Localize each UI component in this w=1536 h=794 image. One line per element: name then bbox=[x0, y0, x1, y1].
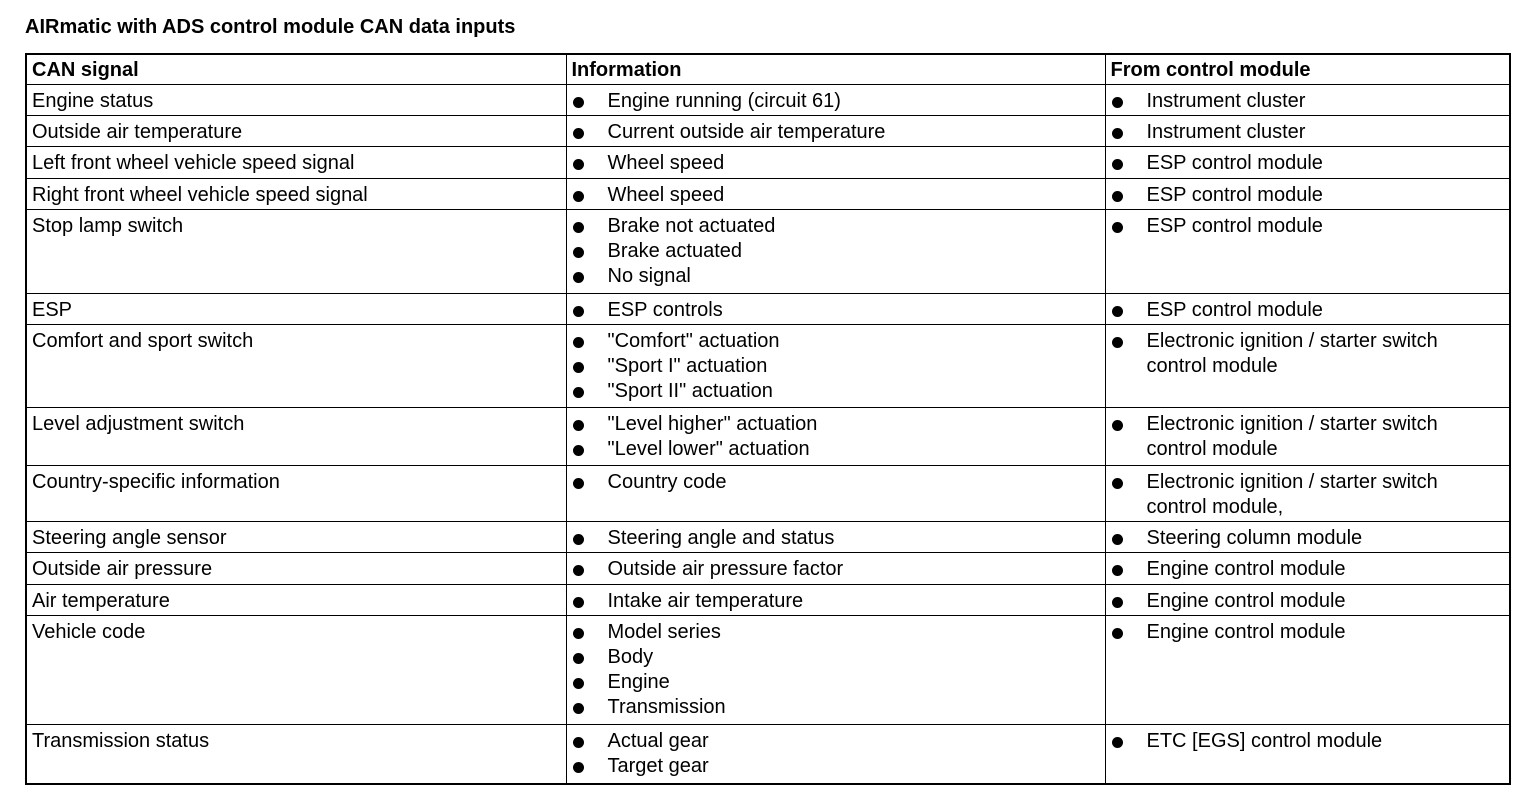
bullet-list bbox=[572, 151, 1105, 176]
can-signal-cell: Stop lamp switch bbox=[26, 210, 566, 294]
bullet-text: ETC [EGS] control module bbox=[1146, 730, 1383, 752]
table-row bbox=[26, 147, 1510, 179]
bullet-list bbox=[1111, 298, 1510, 323]
bullet-text: Transmission bbox=[607, 696, 726, 718]
table-row bbox=[26, 585, 1510, 616]
bullet-list bbox=[1111, 214, 1510, 239]
bullet-text: Body bbox=[607, 646, 654, 668]
bullet-text: Engine running (circuit 61) bbox=[607, 90, 841, 112]
bullet-icon bbox=[573, 565, 584, 576]
bullet-item bbox=[1111, 183, 1510, 208]
from-module-cell bbox=[1105, 725, 1510, 784]
bullet-list bbox=[572, 214, 1105, 289]
from-module-cell bbox=[1105, 85, 1510, 116]
header-row bbox=[26, 54, 1510, 85]
bullet-item bbox=[572, 151, 1105, 176]
bullet-text: Wheel speed bbox=[607, 152, 725, 174]
bullet-text: Engine control module bbox=[1146, 590, 1346, 612]
bullet-text: No signal bbox=[607, 265, 691, 287]
bullet-list bbox=[1111, 329, 1510, 379]
bullet-list bbox=[1111, 151, 1510, 176]
bullet-icon bbox=[1112, 159, 1123, 170]
bullet-item bbox=[572, 329, 1105, 354]
bullet-icon bbox=[573, 128, 584, 139]
bullet-item bbox=[1111, 589, 1510, 614]
can-signal-cell: Transmission status bbox=[26, 725, 566, 784]
bullet-icon bbox=[1112, 628, 1123, 639]
bullet-text: Engine control module bbox=[1146, 621, 1346, 643]
bullet-list bbox=[1111, 412, 1510, 462]
can-signal-cell: Vehicle code bbox=[26, 616, 566, 725]
from-module-cell bbox=[1105, 294, 1510, 325]
from-module-cell bbox=[1105, 585, 1510, 616]
bullet-item bbox=[572, 183, 1105, 208]
from-module-cell bbox=[1105, 116, 1510, 147]
from-module-cell bbox=[1105, 522, 1510, 553]
bullet-item bbox=[1111, 470, 1510, 520]
bullet-text: Steering angle and status bbox=[607, 527, 835, 549]
bullet-item bbox=[572, 754, 1105, 779]
table-row bbox=[26, 466, 1510, 522]
bullet-text: "Sport I" actuation bbox=[607, 355, 768, 377]
bullet-text: Brake not actuated bbox=[607, 215, 776, 237]
bullet-text: Electronic ignition / starter switch control module bbox=[1146, 413, 1438, 460]
bullet-item bbox=[572, 620, 1105, 645]
from-module-cell bbox=[1105, 553, 1510, 585]
can-signal-cell: Level adjustment switch bbox=[26, 408, 566, 466]
information-cell bbox=[566, 522, 1105, 553]
from-module-cell bbox=[1105, 466, 1510, 522]
bullet-item bbox=[572, 298, 1105, 323]
bullet-icon bbox=[573, 191, 584, 202]
bullet-text: ESP control module bbox=[1146, 299, 1323, 321]
bullet-item bbox=[572, 470, 1105, 495]
bullet-list bbox=[1111, 89, 1510, 114]
bullet-list bbox=[1111, 120, 1510, 145]
bullet-text: Brake actuated bbox=[607, 240, 743, 262]
table-body bbox=[26, 85, 1510, 784]
document-title: AIRmatic with ADS control module CAN data inputs bbox=[25, 16, 516, 38]
bullet-icon bbox=[573, 97, 584, 108]
bullet-item bbox=[572, 589, 1105, 614]
bullet-item bbox=[1111, 526, 1510, 551]
bullet-item bbox=[572, 354, 1105, 379]
bullet-icon bbox=[573, 703, 584, 714]
bullet-icon bbox=[573, 737, 584, 748]
can-signal-cell: Outside air pressure bbox=[26, 553, 566, 585]
bullet-item bbox=[1111, 620, 1510, 645]
information-cell bbox=[566, 408, 1105, 466]
bullet-text: Electronic ignition / starter switch control module, bbox=[1146, 471, 1438, 518]
bullet-text: Actual gear bbox=[607, 730, 709, 752]
bullet-icon bbox=[573, 762, 584, 773]
bullet-text: Model series bbox=[607, 621, 721, 643]
bullet-list bbox=[1111, 620, 1510, 645]
bullet-list bbox=[572, 412, 1105, 462]
can-signal-cell: Air temperature bbox=[26, 585, 566, 616]
can-signal-cell: Steering angle sensor bbox=[26, 522, 566, 553]
bullet-item bbox=[572, 670, 1105, 695]
bullet-item bbox=[1111, 729, 1510, 754]
bullet-list bbox=[572, 589, 1105, 614]
table-row bbox=[26, 408, 1510, 466]
bullet-icon bbox=[573, 534, 584, 545]
bullet-item bbox=[1111, 214, 1510, 239]
bullet-list bbox=[572, 620, 1105, 720]
information-cell bbox=[566, 294, 1105, 325]
bullet-icon bbox=[1112, 337, 1123, 348]
information-cell bbox=[566, 616, 1105, 725]
information-cell bbox=[566, 147, 1105, 179]
bullet-icon bbox=[573, 222, 584, 233]
column-header-information: Information bbox=[566, 54, 1105, 85]
bullet-list bbox=[572, 183, 1105, 208]
table-row bbox=[26, 85, 1510, 116]
bullet-icon bbox=[573, 653, 584, 664]
bullet-list bbox=[572, 557, 1105, 582]
information-cell bbox=[566, 466, 1105, 522]
bullet-icon bbox=[573, 420, 584, 431]
column-header-can-signal: CAN signal bbox=[26, 54, 566, 85]
bullet-item bbox=[572, 729, 1105, 754]
information-cell bbox=[566, 553, 1105, 585]
table-row bbox=[26, 522, 1510, 553]
bullet-text: Engine bbox=[607, 671, 670, 693]
bullet-icon bbox=[573, 159, 584, 170]
bullet-item bbox=[1111, 412, 1510, 462]
bullet-text: "Comfort" actuation bbox=[607, 330, 780, 352]
bullet-list bbox=[572, 329, 1105, 404]
can-signal-cell: Engine status bbox=[26, 85, 566, 116]
bullet-item bbox=[572, 89, 1105, 114]
bullet-icon bbox=[573, 362, 584, 373]
bullet-item bbox=[1111, 557, 1510, 582]
can-signal-cell: Country-specific information bbox=[26, 466, 566, 522]
bullet-icon bbox=[573, 445, 584, 456]
information-cell bbox=[566, 116, 1105, 147]
bullet-text: Instrument cluster bbox=[1146, 121, 1306, 143]
can-signal-cell: Comfort and sport switch bbox=[26, 325, 566, 408]
bullet-list bbox=[1111, 589, 1510, 614]
bullet-icon bbox=[573, 387, 584, 398]
bullet-icon bbox=[573, 628, 584, 639]
information-cell bbox=[566, 725, 1105, 784]
bullet-item bbox=[572, 695, 1105, 720]
bullet-item bbox=[572, 214, 1105, 239]
information-cell bbox=[566, 585, 1105, 616]
from-module-cell bbox=[1105, 147, 1510, 179]
table-header bbox=[26, 54, 1510, 85]
information-cell bbox=[566, 210, 1105, 294]
bullet-list bbox=[572, 470, 1105, 495]
bullet-text: ESP control module bbox=[1146, 215, 1323, 237]
bullet-text: Electronic ignition / starter switch control module bbox=[1146, 330, 1438, 377]
table-row bbox=[26, 616, 1510, 725]
bullet-text: Steering column module bbox=[1146, 527, 1363, 549]
from-module-cell bbox=[1105, 179, 1510, 210]
bullet-list bbox=[572, 89, 1105, 114]
bullet-text: Current outside air temperature bbox=[607, 121, 886, 143]
table-row bbox=[26, 179, 1510, 210]
bullet-icon bbox=[573, 337, 584, 348]
bullet-icon bbox=[573, 306, 584, 317]
can-signal-cell: ESP bbox=[26, 294, 566, 325]
table-row bbox=[26, 553, 1510, 585]
bullet-list bbox=[572, 298, 1105, 323]
bullet-text: ESP controls bbox=[607, 299, 723, 321]
bullet-item bbox=[1111, 89, 1510, 114]
bullet-icon bbox=[573, 678, 584, 689]
bullet-item bbox=[572, 239, 1105, 264]
bullet-icon bbox=[1112, 597, 1123, 608]
bullet-icon bbox=[1112, 478, 1123, 489]
column-header-from-control-module: From control module bbox=[1105, 54, 1510, 85]
bullet-list bbox=[1111, 470, 1510, 520]
bullet-icon bbox=[1112, 306, 1123, 317]
bullet-text: Wheel speed bbox=[607, 184, 725, 206]
bullet-icon bbox=[1112, 420, 1123, 431]
bullet-icon bbox=[573, 478, 584, 489]
bullet-icon bbox=[1112, 191, 1123, 202]
bullet-item bbox=[572, 526, 1105, 551]
bullet-text: Outside air pressure factor bbox=[607, 558, 844, 580]
bullet-icon bbox=[573, 597, 584, 608]
bullet-text: Target gear bbox=[607, 755, 709, 777]
information-cell bbox=[566, 179, 1105, 210]
bullet-list bbox=[1111, 526, 1510, 551]
can-signal-cell: Left front wheel vehicle speed signal bbox=[26, 147, 566, 179]
from-module-cell bbox=[1105, 408, 1510, 466]
information-cell bbox=[566, 85, 1105, 116]
from-module-cell bbox=[1105, 210, 1510, 294]
bullet-icon bbox=[1112, 97, 1123, 108]
bullet-item bbox=[572, 120, 1105, 145]
table-row bbox=[26, 210, 1510, 294]
bullet-text: Intake air temperature bbox=[607, 590, 804, 612]
bullet-item bbox=[572, 557, 1105, 582]
bullet-text: "Level lower" actuation bbox=[607, 438, 810, 460]
bullet-item bbox=[572, 264, 1105, 289]
table-row bbox=[26, 325, 1510, 408]
bullet-icon bbox=[1112, 128, 1123, 139]
bullet-list bbox=[1111, 183, 1510, 208]
bullet-list bbox=[1111, 557, 1510, 582]
bullet-text: Country code bbox=[607, 471, 727, 493]
bullet-icon bbox=[1112, 737, 1123, 748]
bullet-icon bbox=[1112, 222, 1123, 233]
bullet-list bbox=[1111, 729, 1510, 754]
bullet-text: Engine control module bbox=[1146, 558, 1346, 580]
bullet-icon bbox=[573, 272, 584, 283]
bullet-item bbox=[1111, 329, 1510, 379]
bullet-list bbox=[572, 526, 1105, 551]
from-module-cell bbox=[1105, 616, 1510, 725]
bullet-item bbox=[1111, 120, 1510, 145]
bullet-text: Instrument cluster bbox=[1146, 90, 1306, 112]
bullet-list bbox=[572, 120, 1105, 145]
can-signal-cell: Outside air temperature bbox=[26, 116, 566, 147]
bullet-text: ESP control module bbox=[1146, 184, 1323, 206]
bullet-list bbox=[572, 729, 1105, 779]
bullet-item bbox=[572, 437, 1105, 462]
bullet-item bbox=[1111, 151, 1510, 176]
bullet-text: "Level higher" actuation bbox=[607, 413, 818, 435]
bullet-item bbox=[572, 379, 1105, 404]
bullet-icon bbox=[1112, 534, 1123, 545]
table-row bbox=[26, 294, 1510, 325]
bullet-text: ESP control module bbox=[1146, 152, 1323, 174]
bullet-item bbox=[572, 412, 1105, 437]
bullet-icon bbox=[573, 247, 584, 258]
can-inputs-table bbox=[25, 53, 1511, 785]
table-row bbox=[26, 725, 1510, 784]
can-signal-cell: Right front wheel vehicle speed signal bbox=[26, 179, 566, 210]
bullet-item bbox=[1111, 298, 1510, 323]
information-cell bbox=[566, 325, 1105, 408]
from-module-cell bbox=[1105, 325, 1510, 408]
bullet-text: "Sport II" actuation bbox=[607, 380, 773, 402]
table-row bbox=[26, 116, 1510, 147]
bullet-item bbox=[572, 645, 1105, 670]
bullet-icon bbox=[1112, 565, 1123, 576]
